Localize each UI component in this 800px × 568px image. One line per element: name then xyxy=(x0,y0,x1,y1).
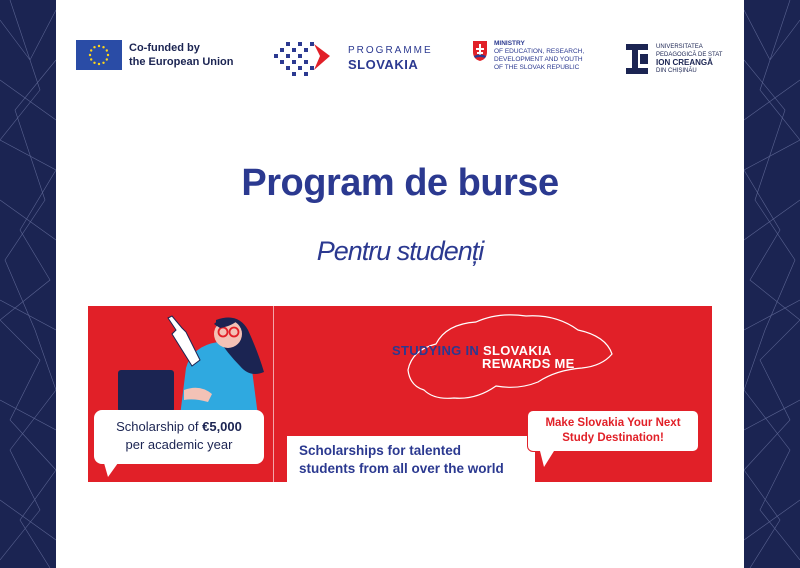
eu-label-line2: the European Union xyxy=(129,56,234,68)
talented-students-box xyxy=(287,436,535,482)
page-title: Program de burse xyxy=(241,162,559,204)
university-line4: DIN CHIȘINĂU xyxy=(656,68,697,74)
programme-label: PROGRAMME xyxy=(348,45,433,56)
university-line2: PEDAGOGICĂ DE STAT xyxy=(656,52,723,58)
university-emblem-icon xyxy=(624,42,650,76)
talented-line1: Scholarships for talented xyxy=(299,443,462,458)
make-line2: Study Destination! xyxy=(562,432,664,444)
ministry-logo xyxy=(472,40,584,72)
university-line1: UNIVERSITATEA xyxy=(656,44,703,50)
student-illustration xyxy=(88,306,274,416)
university-logo xyxy=(624,42,722,76)
scholarship-amount: €5,000 xyxy=(202,419,242,434)
scholarship-prefix: Scholarship of xyxy=(116,419,203,434)
destination-bubble xyxy=(527,410,699,452)
talented-line2: students from all over the world xyxy=(299,461,504,476)
banner-divider xyxy=(273,306,274,482)
eu-flag-icon xyxy=(76,40,122,70)
slovakia-label: SLOVAKIA xyxy=(348,57,419,72)
left-border-pattern xyxy=(0,0,56,568)
bubble-tail-icon xyxy=(104,463,120,477)
destination-bubble-tail-icon xyxy=(540,451,556,467)
programme-slovakia-logo xyxy=(272,38,433,78)
ministry-line2: OF EDUCATION, RESEARCH, xyxy=(494,48,585,55)
partner-logos xyxy=(76,38,724,84)
studying-in-label: STUDYING IN xyxy=(392,343,483,358)
page-subtitle: Pentru studenți xyxy=(316,236,484,266)
scholarship-amount-bubble xyxy=(94,410,264,464)
university-line3: ION CREANGĂ xyxy=(656,58,713,67)
scholarship-banner xyxy=(88,306,712,482)
rewards-me-label: REWARDS ME xyxy=(482,356,575,371)
right-border-pattern xyxy=(744,0,800,568)
programme-slovakia-icon xyxy=(272,38,342,78)
ministry-line1: MINISTRY xyxy=(494,40,525,47)
scholarship-period: per academic year xyxy=(125,437,233,452)
eu-logo xyxy=(76,40,234,70)
ministry-line3: DEVELOPMENT AND YOUTH xyxy=(494,56,583,63)
ministry-line4: OF THE SLOVAK REPUBLIC xyxy=(494,64,580,71)
make-line1: Make Slovakia Your Next xyxy=(545,417,681,429)
slovakia-slogan-label: SLOVAKIA xyxy=(483,343,552,358)
studying-in-slovakia-slogan xyxy=(392,344,575,370)
slovak-coat-of-arms-icon xyxy=(472,40,488,62)
eu-label-line1: Co-funded by xyxy=(129,42,200,54)
